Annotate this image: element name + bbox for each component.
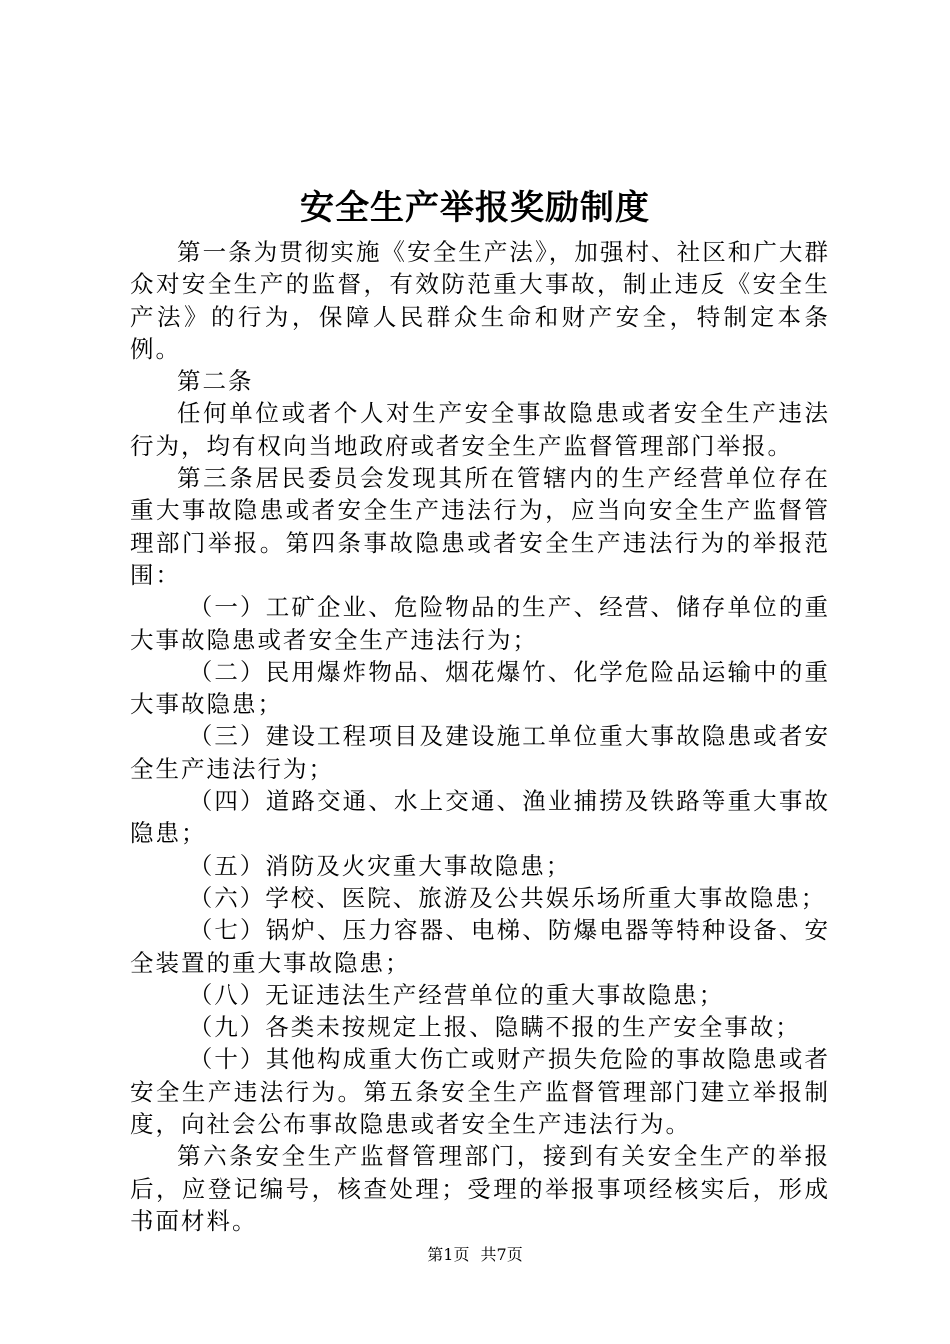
paragraph-article-2-heading: 第二条 (177, 367, 254, 396)
list-item-5: （五）消防及火灾重大事故隐患； (188, 851, 572, 880)
list-item-9: （九）各类未按规定上报、隐瞒不报的生产安全事故； (188, 1013, 801, 1042)
list-item-2: （二）民用爆炸物品、烟花爆竹、化学危险品运输中的重大事故隐患； (130, 657, 830, 719)
page-total: 共7页 (480, 1245, 523, 1264)
paragraph-article-1: 第一条为贯彻实施《安全生产法》，加强村、社区和广大群众对安全生产的监督，有效防范重大事故，制止违反《安全生产法》的行为，保障人民群众生命和财产安全，特制定本条例。 (130, 238, 830, 363)
paragraph-article-6: 第六条安全生产监督管理部门，接到有关安全生产的举报后，应登记编号，核查处理；受理的举报事项经核实后，形成书面材料。 (130, 1142, 830, 1235)
page-number: 第1页 (427, 1245, 470, 1264)
paragraph-article-3-4: 第三条居民委员会发现其所在管辖内的生产经营单位存在重大事故隐患或者安全生产违法行为，应当向安全生产监督管理部门举报。第四条事故隐患或者安全生产违法行为的举报范围： (130, 464, 830, 589)
document-body (130, 236, 830, 1237)
list-item-3: （三）建设工程项目及建设施工单位重大事故隐患或者安全生产违法行为； (130, 722, 830, 783)
list-item-6: （六）学校、医院、旅游及公共娱乐场所重大事故隐患； (188, 883, 827, 912)
list-item-10: （十）其他构成重大伤亡或财产损失危险的事故隐患或者安全生产违法行为。第五条安全生产监督管理部门建立举报制度，向社会公布事故隐患或者安全生产违法行为。 (130, 1045, 830, 1139)
page-footer (0, 1244, 950, 1266)
document-title: 安全生产举报奖励制度 (300, 188, 650, 228)
list-item-4: （四）道路交通、水上交通、渔业捕捞及铁路等重大事故隐患； (130, 787, 830, 848)
paragraph-article-2-body: 任何单位或者个人对生产安全事故隐患或者安全生产违法行为，均有权向当地政府或者安全生产监督管理部门举报。 (130, 399, 830, 460)
list-item-7: （七）锅炉、压力容器、电梯、防爆电器等特种设备、安全装置的重大事故隐患； (130, 916, 830, 977)
list-item-8: （八）无证违法生产经营单位的重大事故隐患； (188, 980, 725, 1009)
list-item-1: （一）工矿企业、危险物品的生产、经营、储存单位的重大事故隐患或者安全生产违法行为； (130, 593, 830, 654)
